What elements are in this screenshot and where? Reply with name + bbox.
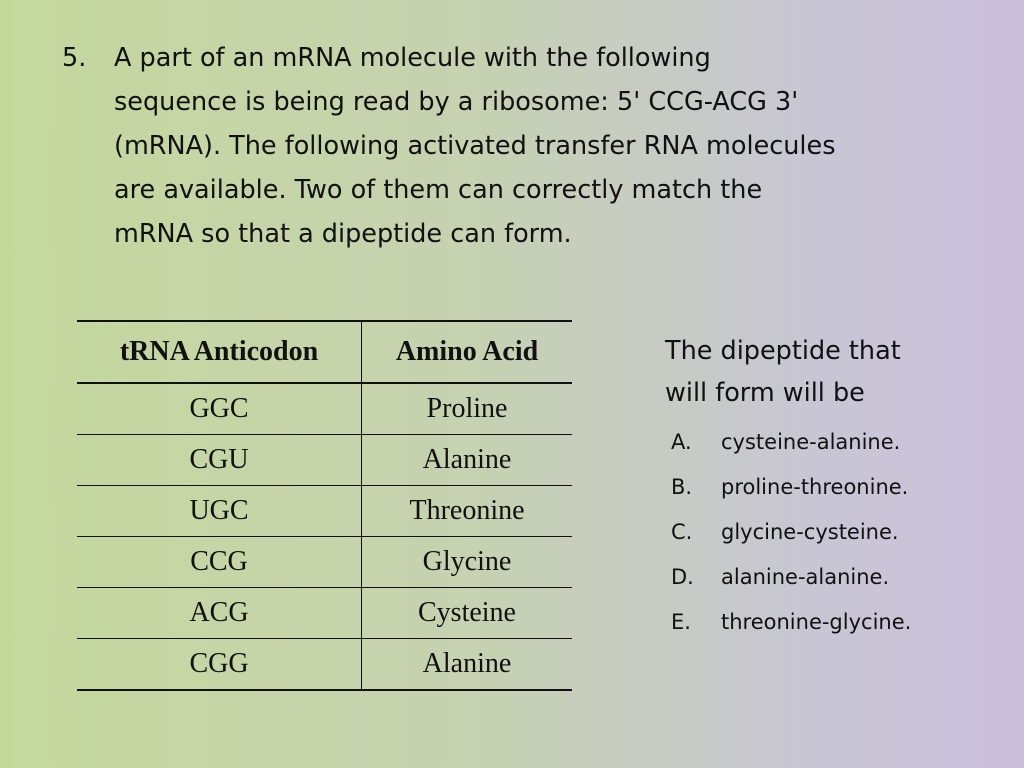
question-line-3: (mRNA). The following activated transfer RNA molecules [114, 131, 836, 161]
anticodon-cell: CCG [77, 537, 362, 588]
table-row [77, 383, 572, 435]
amino-acid-cell: Glycine [362, 537, 573, 588]
anticodon-cell: ACG [77, 588, 362, 639]
table-row [77, 588, 572, 639]
question-line-5: mRNA so that a dipeptide can form. [114, 219, 572, 249]
question-text [62, 36, 982, 256]
option-letter: B. [671, 475, 693, 499]
answer-option-e [665, 600, 1005, 645]
option-text: cysteine-alanine. [721, 430, 901, 454]
option-text: proline-threonine. [721, 475, 909, 499]
answer-prompt [665, 330, 1005, 414]
answer-option-c [665, 510, 1005, 555]
anticodon-cell: CGG [77, 639, 362, 691]
table-row [77, 486, 572, 537]
answer-block [665, 330, 1005, 645]
answer-prompt-line-1: The dipeptide that [665, 336, 901, 366]
answer-option-d [665, 555, 1005, 600]
option-text: threonine-glycine. [721, 610, 912, 634]
amino-acid-cell: Threonine [362, 486, 573, 537]
question-line-4: are available. Two of them can correctly match the [114, 175, 763, 205]
question-line-2: sequence is being read by a ribosome: 5' CCG-ACG 3' [114, 87, 799, 117]
column-header-amino-acid: Amino Acid [362, 321, 573, 383]
amino-acid-cell: Cysteine [362, 588, 573, 639]
table-header-row [77, 321, 572, 383]
option-letter: E. [671, 610, 691, 634]
table-row [77, 435, 572, 486]
answer-option-b [665, 465, 1005, 510]
option-letter: A. [671, 430, 692, 454]
answer-options [665, 420, 1005, 645]
trna-amino-acid-table [77, 320, 572, 691]
column-header-anticodon: tRNA Anticodon [77, 321, 362, 383]
amino-acid-cell: Alanine [362, 639, 573, 691]
answer-option-a [665, 420, 1005, 465]
question-line-text: A part of an mRNA molecule with the following [114, 43, 711, 73]
question-number: 5. [62, 43, 87, 73]
question-line-1 [62, 36, 982, 80]
option-text: glycine-cysteine. [721, 520, 899, 544]
amino-acid-cell: Proline [362, 383, 573, 435]
anticodon-cell: CGU [77, 435, 362, 486]
option-letter: C. [671, 520, 693, 544]
anticodon-cell: GGC [77, 383, 362, 435]
amino-acid-cell: Alanine [362, 435, 573, 486]
anticodon-cell: UGC [77, 486, 362, 537]
option-letter: D. [671, 565, 694, 589]
table-row [77, 639, 572, 691]
answer-prompt-line-2: will form will be [665, 378, 865, 408]
option-text: alanine-alanine. [721, 565, 890, 589]
table-row [77, 537, 572, 588]
